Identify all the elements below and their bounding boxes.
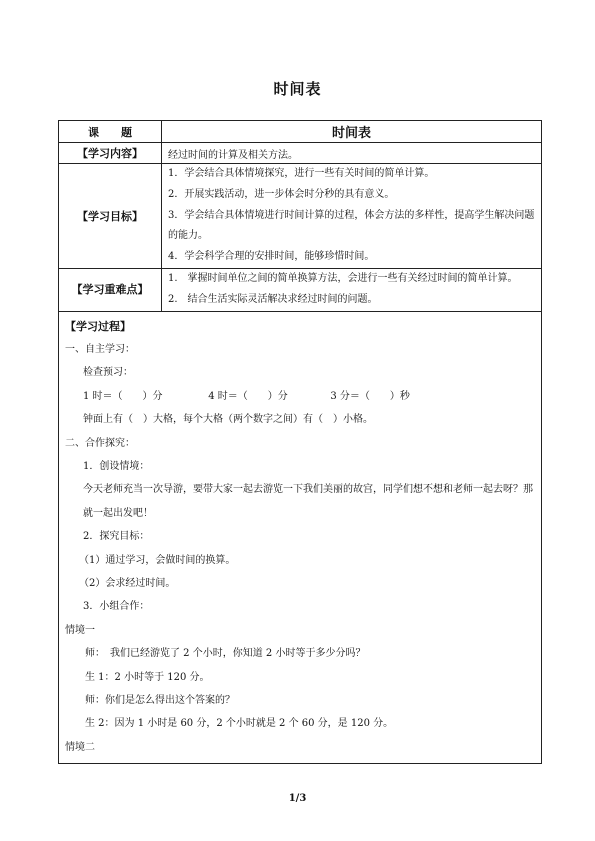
goal-elapsed: （2）会求经过时间。 bbox=[79, 578, 176, 590]
step-group-work: 3．小组合作： bbox=[83, 601, 150, 613]
process-section bbox=[59, 311, 542, 764]
goal-conversion: （1）通过学习，会做时间的换算。 bbox=[79, 554, 236, 566]
goal-item: 2．开展实践活动，进一步体会时分秒的具有意义。 bbox=[168, 188, 395, 200]
section-cooperation: 二、合作探究： bbox=[65, 437, 135, 449]
process-row bbox=[59, 311, 542, 764]
content-label: 【学习内容】 bbox=[59, 143, 162, 164]
topic-value: 时间表 bbox=[162, 121, 542, 143]
goals-list bbox=[162, 164, 542, 269]
step-scenario: 1．创设情境： bbox=[83, 461, 150, 473]
blank-hours-1: 1 时＝（ ）分 bbox=[83, 390, 163, 402]
dialog-line: 生 2：因为 1 小时是 60 分，2 个小时就是 2 个 60 分，是 120 分。 bbox=[85, 718, 394, 730]
key-point-item: 1. 掌握时间单位之间的简单换算方法，会进行一些有关经过时间的简单计算。 bbox=[168, 272, 518, 284]
key-points-label: 【学习重难点】 bbox=[59, 268, 162, 311]
key-points-row bbox=[59, 268, 542, 311]
blank-minutes-3: 3 分＝（ ）秒 bbox=[330, 390, 410, 402]
key-point-item: 2. 结合生活实际灵活解决求经过时间的问题。 bbox=[168, 293, 378, 305]
topic-row bbox=[59, 121, 542, 143]
dialog-line: 师： 我们已经游览了 2 个小时，你知道 2 小时等于多少分吗？ bbox=[85, 648, 366, 660]
situation-one-heading: 情境一 bbox=[65, 624, 95, 636]
key-points-list bbox=[162, 268, 542, 311]
content-value: 经过时间的计算及相关方法。 bbox=[162, 143, 542, 164]
dialog-line: 生 1：2 小时等于 120 分。 bbox=[85, 671, 210, 683]
scenario-text: 今天老师充当一次导游，要带大家一起去游览一下我们美丽的故宫，同学们想不想和老师一起去呀？那就一起出发吧！ bbox=[83, 484, 533, 519]
conversion-blanks bbox=[65, 385, 535, 408]
goal-item: 4．学会科学合理的安排时间，能够珍惜时间。 bbox=[168, 251, 375, 263]
blank-hours-4: 4 时＝（ ）分 bbox=[208, 390, 288, 402]
section-self-study: 一、自主学习： bbox=[65, 343, 135, 355]
dialog-line: 师：你们是怎么得出这个答案的？ bbox=[85, 695, 235, 707]
clock-question: 钟面上有（ ）大格，每个大格（两个数字之间）有（ ）小格。 bbox=[83, 414, 373, 426]
topic-label: 课 题 bbox=[59, 121, 162, 143]
lesson-plan-table bbox=[58, 120, 542, 764]
page-number: 1/3 bbox=[288, 793, 307, 804]
document-title: 时间表 bbox=[273, 80, 322, 98]
process-heading: 【学习过程】 bbox=[65, 319, 131, 333]
preview-label: 检查预习： bbox=[83, 367, 133, 379]
goals-label: 【学习目标】 bbox=[59, 164, 162, 269]
goals-row bbox=[59, 164, 542, 269]
step-goals: 2．探究目标： bbox=[83, 531, 150, 543]
content-row bbox=[59, 143, 542, 164]
goal-item: 3．学会结合具体情境进行时间计算的过程，体会方法的多样性，提高学生解决问题的能力。 bbox=[168, 209, 535, 242]
goal-item: 1．学会结合具体情境探究，进行一些有关时间的简单计算。 bbox=[168, 168, 435, 179]
situation-two-heading: 情境二 bbox=[65, 741, 95, 753]
